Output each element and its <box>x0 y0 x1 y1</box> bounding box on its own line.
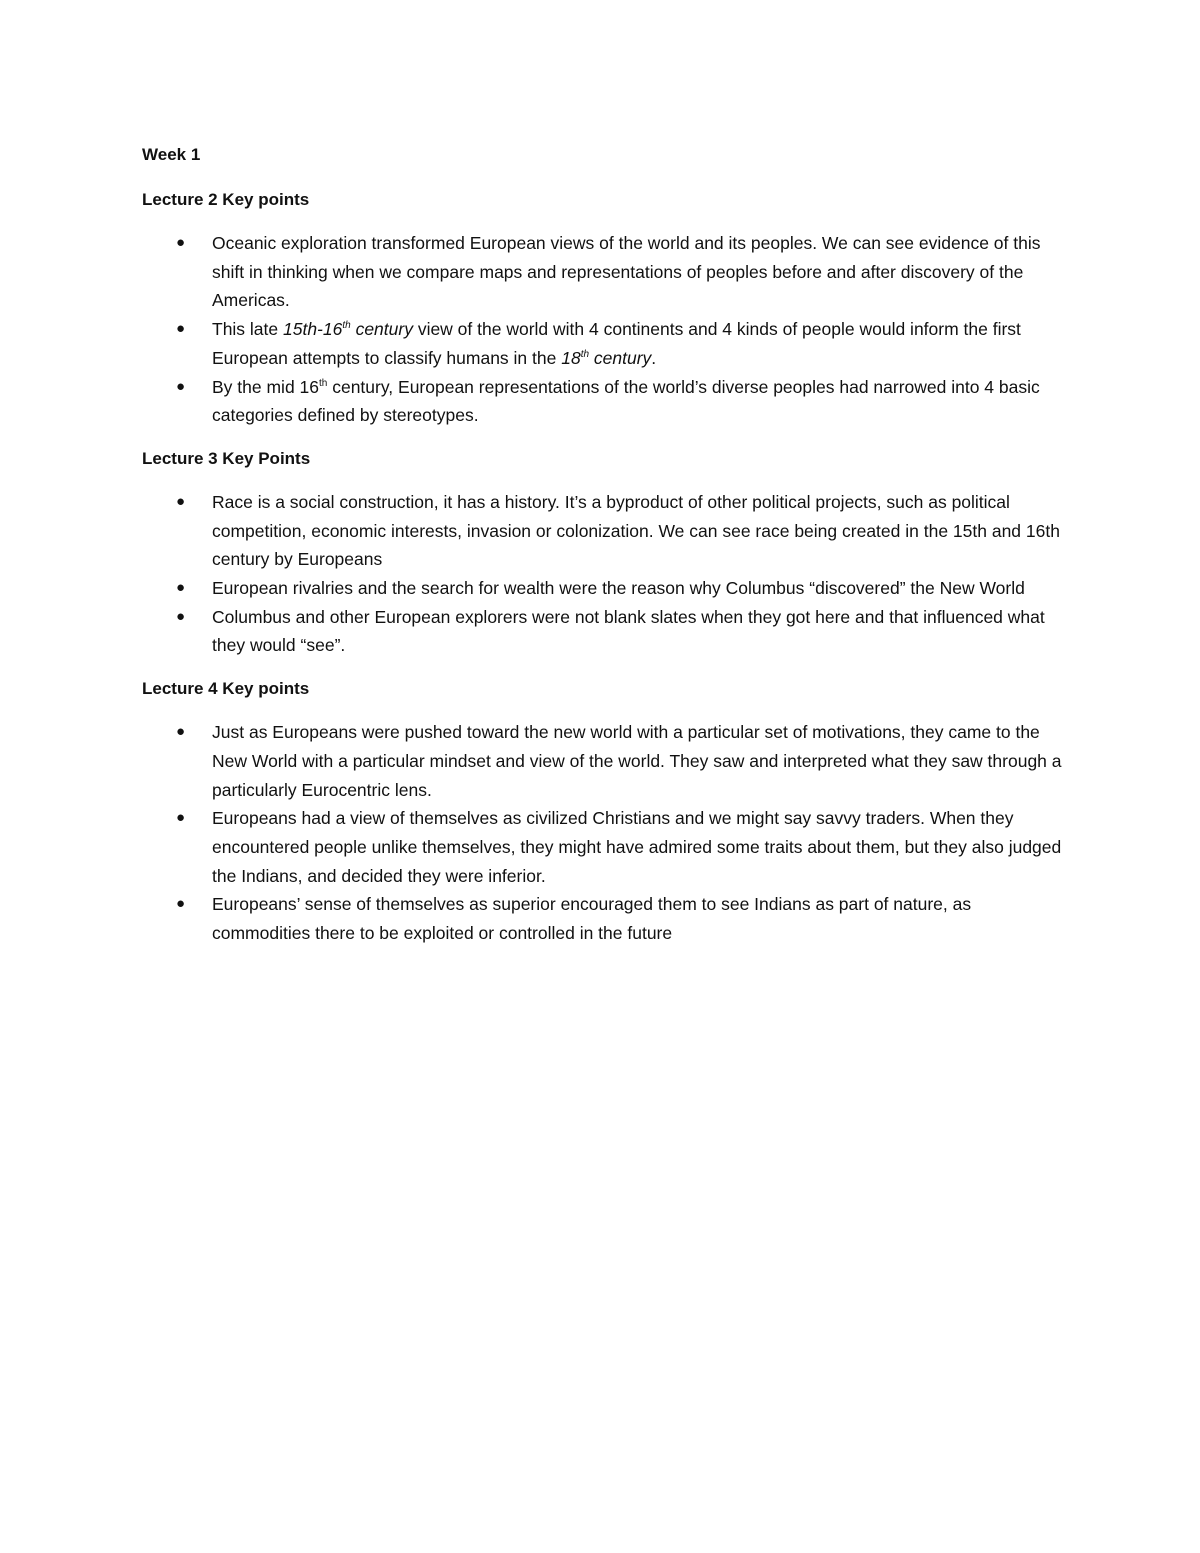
sections-container <box>142 185 1072 948</box>
italic-text: century <box>350 319 413 340</box>
list-item <box>142 603 1072 660</box>
superscript-text: th <box>580 348 590 360</box>
bullet-dot-icon: ● <box>176 377 186 395</box>
list-item <box>142 804 1072 890</box>
list-item <box>142 373 1072 430</box>
document-title: Week 1 <box>142 145 201 164</box>
bullet-text: Europeans had a view of themselves as civilized Christians and we might say savvy traders. When they encountered people unlike themselves, they might have admired some traits about them, but they also judged the Indians, and decided they were inferior. <box>212 808 1062 886</box>
bullet-text: Columbus and other European explorers were not blank slates when they got here and that influenced what they would “see”. <box>212 606 1045 656</box>
italic-text: century <box>589 347 652 368</box>
lecture-section <box>142 444 1072 660</box>
superscript-text: th <box>319 377 328 389</box>
bullet-text: Europeans’ sense of themselves as superior encouraged them to see Indians as part of nature, as commodities there to be exploited or controlled in the future <box>212 894 972 944</box>
lecture-section <box>142 185 1072 430</box>
list-item <box>142 229 1072 315</box>
bullet-dot-icon: ● <box>176 579 186 597</box>
list-item <box>142 890 1072 947</box>
section-heading: Lecture 3 Key Points <box>142 448 311 468</box>
bullet-dot-icon: ● <box>176 723 186 741</box>
italic-text: 18 <box>561 347 581 368</box>
list-item <box>142 315 1072 372</box>
bullet-text: view of the world with 4 continents and 4 kinds of people would inform the first European attempts to classify humans in the <box>212 319 1021 368</box>
bullet-text: By the mid 16 <box>212 376 319 397</box>
bullet-list <box>142 718 1072 948</box>
bullet-dot-icon: ● <box>176 320 186 338</box>
bullet-dot-icon: ● <box>176 809 186 827</box>
bullet-text: Race is a social construction, it has a history. It’s a byproduct of other political projects, such as political competition, economic interests, invasion or colonization. We can see race being created in the 15th and 16th century by Europeans <box>212 491 1060 570</box>
superscript-text: th <box>342 320 351 332</box>
bullet-text: European rivalries and the search for wealth were the reason why Columbus “discovered” the New World <box>212 578 1025 599</box>
bullet-list <box>142 229 1072 430</box>
list-item <box>142 574 1072 603</box>
italic-text: 15th-16 <box>283 319 343 340</box>
bullet-list <box>142 488 1072 660</box>
bullet-dot-icon: ● <box>176 895 186 913</box>
document-content <box>142 140 1072 962</box>
bullet-text: Oceanic exploration transformed European views of the world and its peoples. We can see evidence of this shift in thinking when we compare maps and representations of peoples before and after discovery of the Americas. <box>212 233 1041 311</box>
bullet-text: . <box>651 347 657 368</box>
bullet-dot-icon: ● <box>176 234 186 251</box>
bullet-text: century, European representations of the world’s diverse peoples had narrowed into 4 basic categories defined by stereotypes. <box>212 376 1040 426</box>
lecture-section <box>142 674 1072 948</box>
section-heading: Lecture 4 Key points <box>142 679 310 699</box>
section-heading: Lecture 2 Key points <box>142 190 310 209</box>
bullet-text: This late <box>212 319 283 340</box>
bullet-dot-icon: ● <box>176 492 186 510</box>
list-item <box>142 718 1072 804</box>
bullet-text: Just as Europeans were pushed toward the new world with a particular set of motivations, they came to the New World with a particular mindset and view of the world. They saw and interpreted what they saw through a particularly Eurocentric lens. <box>212 722 1062 800</box>
bullet-dot-icon: ● <box>176 607 186 625</box>
list-item <box>142 488 1072 574</box>
